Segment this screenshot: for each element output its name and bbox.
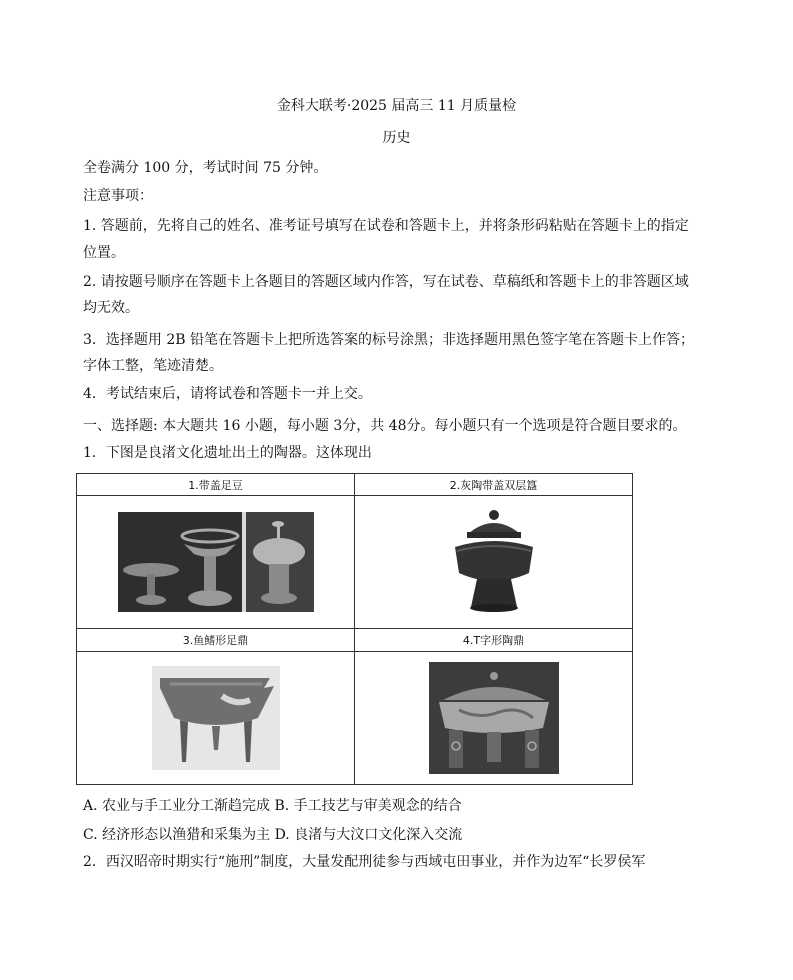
question-2-stem: 2．西汉昭帝时期实行“施刑”制度，大量发配刑徒参与西域屯田事业，并作为边军“长罗侯军 [83,854,646,870]
note-1-line1: 1. 答题前，先将自己的姓名、准考证号填写在试卷和答题卡上，并将条形码粘贴在答题卡上的指定 [83,218,689,234]
figure-2-cell [355,496,633,629]
figure-2-caption: 2.灰陶带盖双层簋 [355,474,633,496]
notes-title: 注意事项： [83,188,153,204]
figure-1-cell [77,496,355,629]
exam-title: 金科大联考·2025 届高三 11 月质量检 [276,98,517,114]
question-1-options-ab: A. 农业与手工业分工渐趋完成 B. 手工技艺与审美观念的结合 [83,798,462,814]
figure-4-cell [355,651,633,784]
note-2-line2: 均无效。 [83,300,139,316]
subject-title: 历史 [382,130,411,146]
question-1-options-cd: C. 经济形态以渔猎和采集为主 D. 良渚与大汶口文化深入交流 [83,827,463,843]
figure-4-caption: 4.T字形陶鼎 [355,629,633,651]
double-layer-gui-image [449,507,539,617]
figure-table [76,473,633,785]
question-1-stem: 1．下图是良渚文化遗址出土的陶器。这体现出 [83,445,372,461]
figure-3-cell [77,651,355,784]
fin-legged-ding-image [152,666,280,770]
figure-1-caption: 1.带盖足豆 [77,474,355,496]
figure-3-caption: 3.鱼鳍形足鼎 [77,629,355,651]
covered-dou-image [118,512,314,612]
score-info: 全卷满分 100 分，考试时间 75 分钟。 [83,160,328,176]
section-heading: 一、选择题: 本大题共 16 小题，每小题 3分，共 48分。每小题只有一个选项是符合题目要求的。 [83,418,687,434]
note-2-line1: 2. 请按题号顺序在答题卡上各题目的答题区域内作答，写在试卷、草稿纸和答题卡上的非答题区域 [83,274,689,290]
t-shaped-ding-image [429,662,559,774]
note-3-line1: 3．选择题用 2B 铅笔在答题卡上把所选答案的标号涂黑；非选择题用黑色签字笔在答题卡上作答； [83,332,695,348]
note-3-line2: 字体工整，笔迹清楚。 [83,358,223,374]
note-1-line2: 位置。 [83,245,125,261]
note-4: 4．考试结束后，请将试卷和答题卡一并上交。 [83,386,372,402]
